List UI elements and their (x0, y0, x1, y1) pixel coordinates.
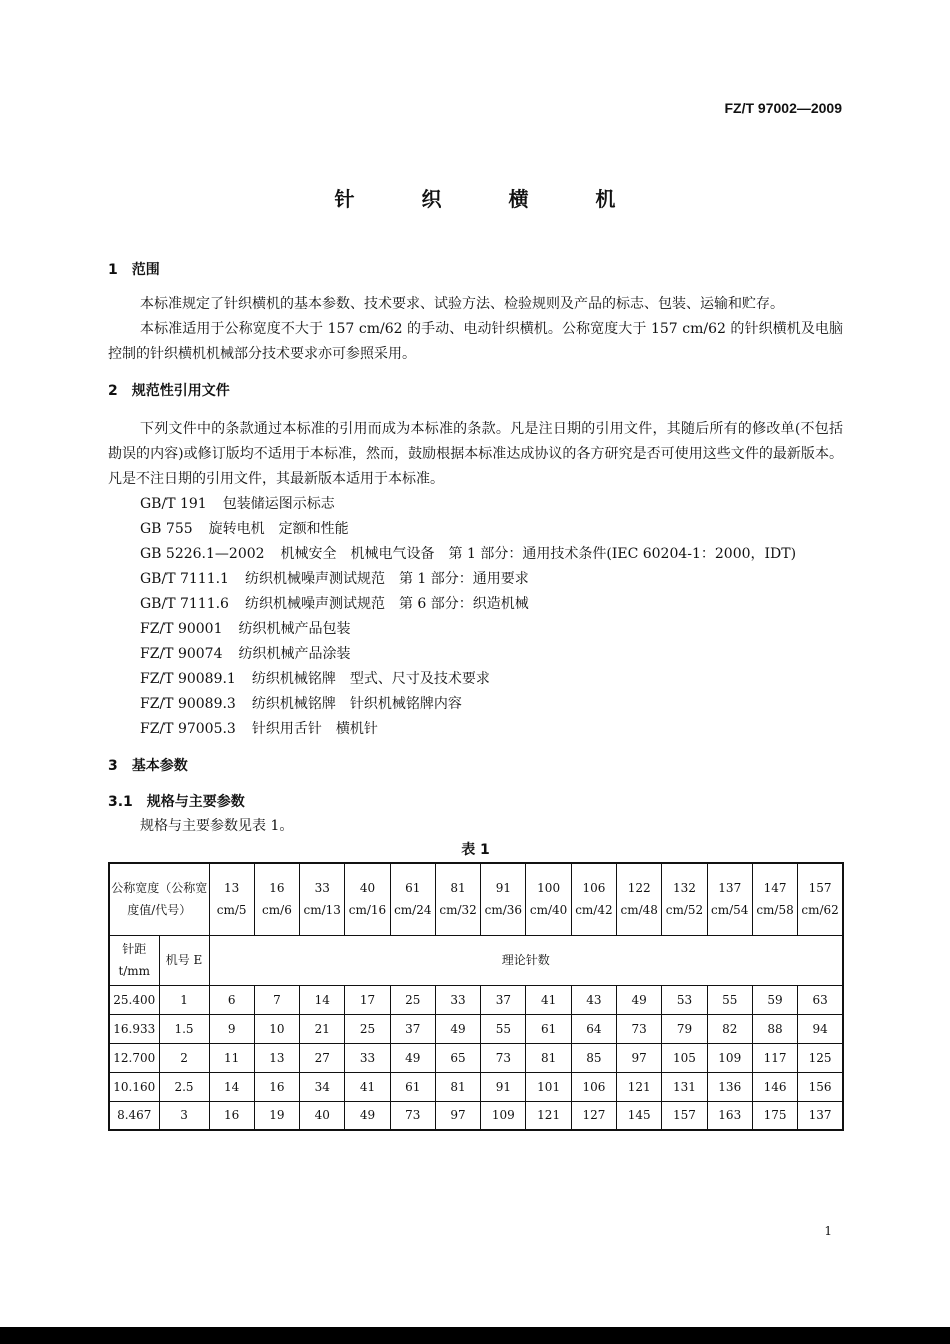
count-cell: 79 (662, 1014, 707, 1043)
reference-code: GB/T 7111.6 (140, 596, 229, 612)
width-header-cell: 40 cm/16 (345, 863, 390, 935)
count-cell: 49 (435, 1014, 480, 1043)
count-cell: 97 (435, 1101, 480, 1130)
section-1-paragraph: 本标准适用于公称宽度不大于 157 cm/62 的手动、电动针织横机。公称宽度大于 157 cm/62 的针织横机及电脑控制的针织横机机械部分技术要求亦可参照采用。 (108, 321, 843, 362)
section-1-paragraph: 本标准规定了针织横机的基本参数、技术要求、试验方法、检验规则及产品的标志、包装、运输和贮存。 (140, 296, 784, 312)
reference-title: 纺织机械噪声测试规范 第 1 部分：通用要求 (244, 571, 529, 587)
pitch-cell: 12.700 (109, 1043, 159, 1072)
count-cell: 131 (662, 1072, 707, 1101)
table-row (109, 1072, 843, 1101)
gauge-cell: 1 (159, 985, 209, 1014)
width-header-cell: 100 cm/40 (526, 863, 571, 935)
table-row (109, 1014, 843, 1043)
count-cell: 41 (345, 1072, 390, 1101)
count-cell: 73 (481, 1043, 526, 1072)
reference-code: FZ/T 97005.3 (140, 721, 236, 737)
count-cell: 101 (526, 1072, 571, 1101)
count-cell: 82 (707, 1014, 752, 1043)
section-1-heading: 1 范围 (108, 262, 160, 278)
parameter-table (108, 862, 844, 1131)
count-cell: 53 (662, 985, 707, 1014)
document-title: 针 织 横 机 (334, 187, 646, 211)
pitch-cell: 25.400 (109, 985, 159, 1014)
width-header-cell: 61 cm/24 (390, 863, 435, 935)
section-3-heading: 3 基本参数 (108, 758, 188, 774)
count-cell: 13 (254, 1043, 299, 1072)
count-cell: 33 (435, 985, 480, 1014)
reference-item (108, 567, 843, 592)
count-cell: 127 (571, 1101, 616, 1130)
pitch-cell: 16.933 (109, 1014, 159, 1043)
gauge-cell: 3 (159, 1101, 209, 1130)
width-header-cell: 33 cm/13 (300, 863, 345, 935)
pitch-cell: 8.467 (109, 1101, 159, 1130)
reference-code: GB 5226.1—2002 (140, 546, 265, 562)
reference-code: FZ/T 90089.1 (140, 671, 236, 687)
width-header-cell: 132 cm/52 (662, 863, 707, 935)
count-cell: 17 (345, 985, 390, 1014)
count-cell: 16 (254, 1072, 299, 1101)
count-cell: 16 (209, 1101, 254, 1130)
count-cell: 55 (481, 1014, 526, 1043)
count-cell: 49 (390, 1043, 435, 1072)
count-cell: 9 (209, 1014, 254, 1043)
reference-item (108, 542, 843, 567)
count-cell: 97 (617, 1043, 662, 1072)
bottom-bar (0, 1327, 950, 1344)
section-3-1-text: 规格与主要参数见表 1。 (140, 818, 294, 834)
count-cell: 27 (300, 1043, 345, 1072)
count-cell: 137 (798, 1101, 843, 1130)
needle-count-header-cell: 理论针数 (209, 935, 843, 985)
count-cell: 121 (526, 1101, 571, 1130)
count-cell: 14 (209, 1072, 254, 1101)
reference-code: GB/T 7111.1 (140, 571, 229, 587)
count-cell: 61 (526, 1014, 571, 1043)
count-cell: 145 (617, 1101, 662, 1130)
reference-title: 包装储运图示标志 (222, 496, 335, 512)
count-cell: 73 (390, 1101, 435, 1130)
reference-title: 纺织机械产品包装 (238, 621, 351, 637)
count-cell: 41 (526, 985, 571, 1014)
width-header-cell: 147 cm/58 (752, 863, 797, 935)
pitch-cell: 10.160 (109, 1072, 159, 1101)
count-cell: 156 (798, 1072, 843, 1101)
count-cell: 105 (662, 1043, 707, 1072)
width-header-cell: 81 cm/32 (435, 863, 480, 935)
gauge-header-cell: 机号 E (159, 935, 209, 985)
page-number: 1 (824, 1224, 832, 1238)
reference-item (108, 517, 843, 542)
count-cell: 125 (798, 1043, 843, 1072)
reference-title: 纺织机械噪声测试规范 第 6 部分：织造机械 (244, 596, 529, 612)
count-cell: 73 (617, 1014, 662, 1043)
width-header-cell: 122 cm/48 (617, 863, 662, 935)
count-cell: 157 (662, 1101, 707, 1130)
count-cell: 85 (571, 1043, 616, 1072)
section-2-heading: 2 规范性引用文件 (108, 383, 230, 399)
count-cell: 19 (254, 1101, 299, 1130)
count-cell: 65 (435, 1043, 480, 1072)
count-cell: 117 (752, 1043, 797, 1072)
gauge-cell: 1.5 (159, 1014, 209, 1043)
table-header-row (109, 863, 843, 935)
gauge-cell: 2 (159, 1043, 209, 1072)
table-row (109, 985, 843, 1014)
reference-code: FZ/T 90074 (140, 646, 223, 662)
count-cell: 175 (752, 1101, 797, 1130)
count-cell: 88 (752, 1014, 797, 1043)
width-header-cell: 137 cm/54 (707, 863, 752, 935)
width-header-cell: 106 cm/42 (571, 863, 616, 935)
reference-title: 旋转电机 定额和性能 (208, 521, 349, 537)
reference-title: 纺织机械铭牌 针织机械铭牌内容 (251, 696, 462, 712)
width-header-cell: 13 cm/5 (209, 863, 254, 935)
count-cell: 21 (300, 1014, 345, 1043)
count-cell: 63 (798, 985, 843, 1014)
width-header-cell: 157 cm/62 (798, 863, 843, 935)
corner-header-cell: 公称宽度（公称宽度值/代号） (109, 863, 209, 935)
width-header-cell: 16 cm/6 (254, 863, 299, 935)
reference-title: 纺织机械铭牌 型式、尺寸及技术要求 (251, 671, 490, 687)
count-cell: 25 (345, 1014, 390, 1043)
reference-item (108, 717, 843, 742)
count-cell: 34 (300, 1072, 345, 1101)
document-body (108, 258, 843, 1131)
count-cell: 43 (571, 985, 616, 1014)
reference-item (108, 617, 843, 642)
width-header-cell: 91 cm/36 (481, 863, 526, 935)
standard-code: FZ/T 97002—2009 (724, 100, 842, 116)
count-cell: 109 (481, 1101, 526, 1130)
count-cell: 37 (390, 1014, 435, 1043)
count-cell: 59 (752, 985, 797, 1014)
reference-code: GB/T 191 (140, 496, 207, 512)
section-3-1-heading: 3.1 规格与主要参数 (108, 794, 245, 810)
reference-item (108, 492, 843, 517)
count-cell: 6 (209, 985, 254, 1014)
count-cell: 14 (300, 985, 345, 1014)
count-cell: 7 (254, 985, 299, 1014)
table-subheader-row (109, 935, 843, 985)
count-cell: 33 (345, 1043, 390, 1072)
count-cell: 81 (526, 1043, 571, 1072)
reference-code: GB 755 (140, 521, 193, 537)
table-caption: 表 1 (461, 842, 490, 858)
count-cell: 94 (798, 1014, 843, 1043)
reference-title: 针织用舌针 横机针 (251, 721, 378, 737)
pitch-header-cell: 针距 t/mm (109, 935, 159, 985)
reference-title: 机械安全 机械电气设备 第 1 部分：通用技术条件(IEC 60204-1：2000，IDT) (280, 546, 797, 562)
reference-code: FZ/T 90001 (140, 621, 223, 637)
count-cell: 109 (707, 1043, 752, 1072)
count-cell: 61 (390, 1072, 435, 1101)
count-cell: 25 (390, 985, 435, 1014)
count-cell: 37 (481, 985, 526, 1014)
reference-code: FZ/T 90089.3 (140, 696, 236, 712)
gauge-cell: 2.5 (159, 1072, 209, 1101)
reference-item (108, 642, 843, 667)
count-cell: 49 (617, 985, 662, 1014)
count-cell: 64 (571, 1014, 616, 1043)
count-cell: 91 (481, 1072, 526, 1101)
count-cell: 146 (752, 1072, 797, 1101)
reference-item (108, 667, 843, 692)
count-cell: 10 (254, 1014, 299, 1043)
table-row (109, 1043, 843, 1072)
count-cell: 55 (707, 985, 752, 1014)
count-cell: 136 (707, 1072, 752, 1101)
count-cell: 121 (617, 1072, 662, 1101)
count-cell: 81 (435, 1072, 480, 1101)
count-cell: 11 (209, 1043, 254, 1072)
count-cell: 106 (571, 1072, 616, 1101)
section-2-intro: 下列文件中的条款通过本标准的引用而成为本标准的条款。凡是注日期的引用文件，其随后所有的修改单(不包括勘误的内容)或修订版均不适用于本标准，然而，鼓励根据本标准达成协议的各方研究是否可使用这些文件的最新版本。凡是不注日期的引用文件，其最新版本适用于本标准。 (108, 421, 843, 487)
table-row (109, 1101, 843, 1130)
reference-item (108, 692, 843, 717)
reference-title: 纺织机械产品涂装 (238, 646, 351, 662)
count-cell: 40 (300, 1101, 345, 1130)
reference-item (108, 592, 843, 617)
count-cell: 49 (345, 1101, 390, 1130)
count-cell: 163 (707, 1101, 752, 1130)
